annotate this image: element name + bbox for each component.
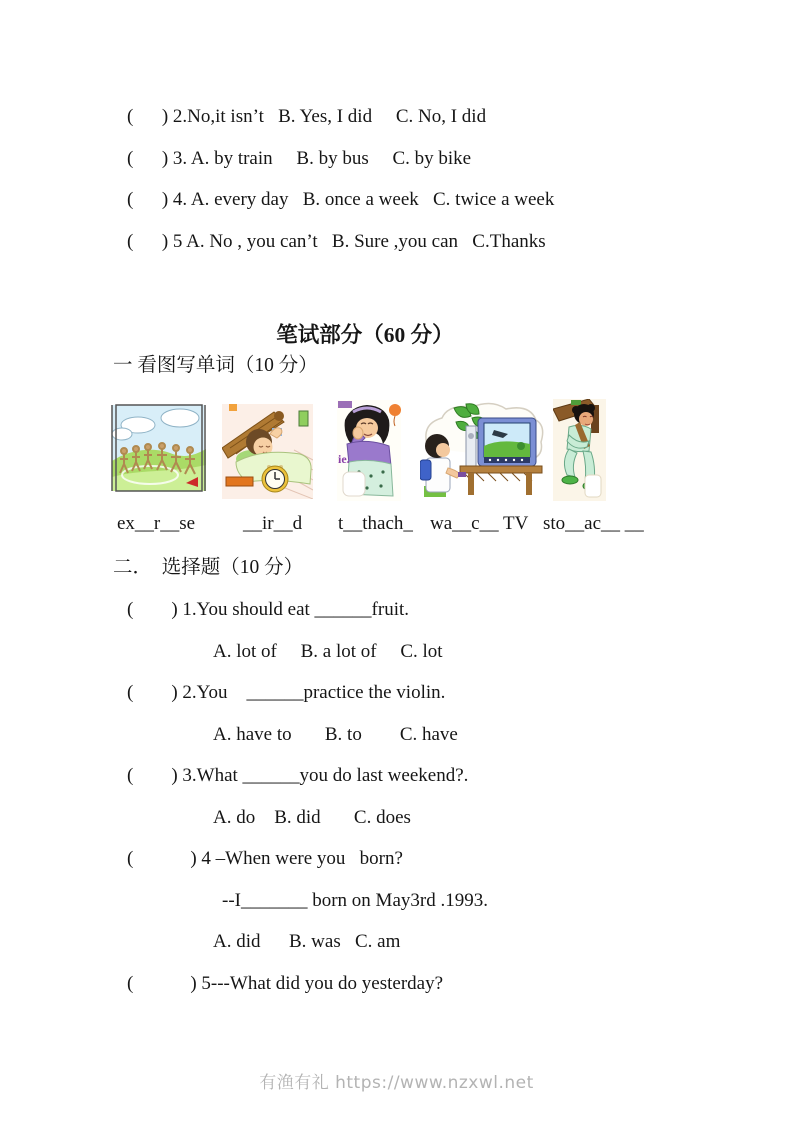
stomachache-picture-icon [553, 399, 606, 501]
watch-tv-picture-icon [420, 402, 545, 501]
tired-picture-icon [222, 404, 313, 499]
listening-item-5: ( ) 5 A. No , you can’t B. Sure ,you can C.Thanks [127, 230, 546, 252]
multiple-choice-block [0, 589, 793, 1004]
exercise-illustration [110, 403, 208, 500]
word-blank-stomachache: sto__ac__ __ [543, 513, 644, 534]
mc-choices-3: A. do B. did C. does [213, 806, 411, 828]
mc-question-4: ( ) 4 –When were you born? [127, 848, 403, 869]
mc-question-4-answer: --I_______ born on May3rd .1993. [222, 889, 488, 911]
section1-heading: 一 看图写单词（10 分） [113, 355, 318, 376]
listening-options-block [127, 96, 554, 262]
word-blank-tired: __ir__d [243, 513, 303, 534]
stomachache-illustration [553, 399, 606, 501]
site-watermark: 有渔有礼 https://www.nzxwl.net [259, 1073, 534, 1093]
watch-tv-illustration [420, 402, 545, 501]
mc-choices-4: A. did B. was C. am [213, 931, 401, 952]
toothache-illustration [337, 400, 401, 501]
mc-choices-2: A. have to B. to C. have [213, 723, 458, 745]
written-part-title: 笔试部分（60 分） [276, 323, 454, 348]
listening-item-4: ( ) 4. A. every day B. once a week C. twice a week [127, 189, 555, 210]
listening-item-3: ( ) 3. A. by train B. by bus C. by bike [127, 147, 472, 169]
toothache-caption-fragment: ie. [338, 452, 350, 466]
word-blank-watch-tv: wa__c__ TV [430, 513, 529, 534]
mc-question-2: ( ) 2.You ______practice the violin. [127, 682, 446, 703]
tired-illustration [222, 404, 313, 499]
listening-item-2: ( ) 2.No,it isn’t B. Yes, I did C. No, I did [127, 106, 487, 127]
mc-choices-1: A. lot of B. a lot of C. lot [213, 640, 443, 662]
word-blank-exercise: ex__r__se [117, 513, 196, 534]
mc-question-3: ( ) 3.What ______you do last weekend?. [127, 765, 469, 786]
mc-question-5: ( ) 5---What did you do yesterday? [127, 972, 444, 994]
word-blank-toothache: t__thach_ [338, 513, 413, 534]
exercise-picture-icon [110, 403, 208, 500]
mc-question-1: ( ) 1.You should eat ______fruit. [127, 599, 410, 620]
toothache-picture-icon [337, 400, 401, 501]
section2-heading: 二． 选择题（10 分） [113, 557, 304, 578]
